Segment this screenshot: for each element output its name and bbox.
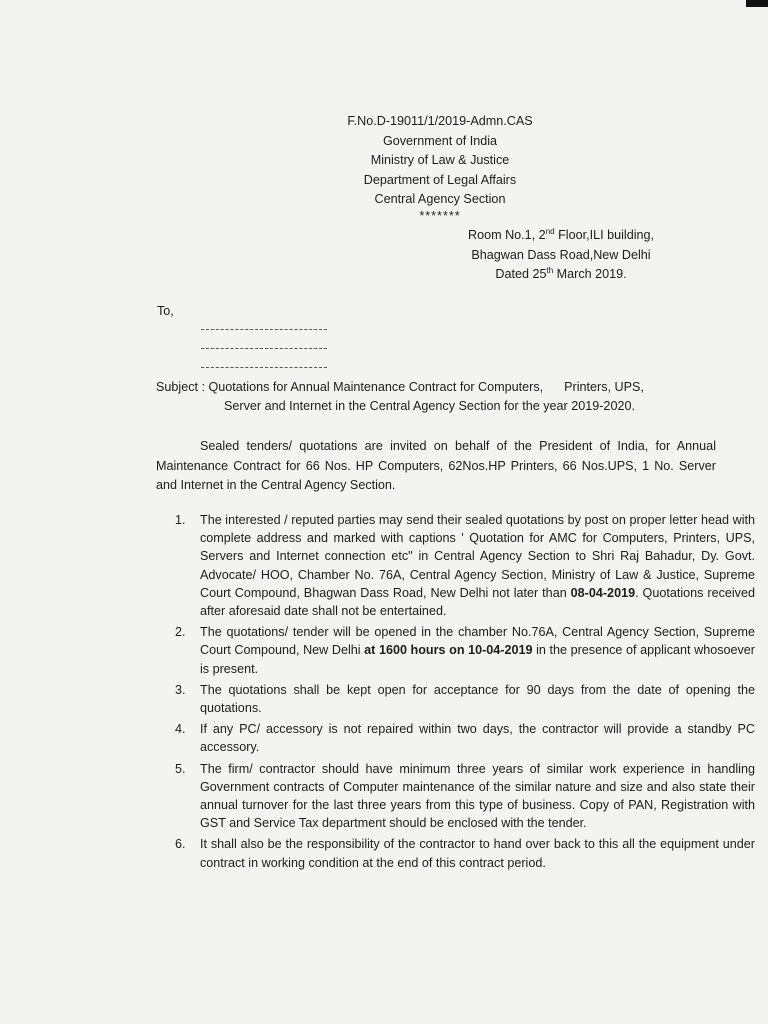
- clause-item: 5. The firm/ contractor should have minimum three years of similar work experience in handling Government contracts of Computer maintenance of the similar nature and size and also state their annual turnover for the last three years from this type of business. Copy of PAN, Registration with GST and Service Tax department should be enclosed with the tender.: [175, 761, 755, 831]
- subject: [156, 378, 716, 416]
- to-label: To,: [157, 304, 174, 318]
- address-room: Room No.1, 2nd Floor,ILI building,: [467, 226, 655, 242]
- sender-address: [416, 226, 706, 285]
- address-road: Bhagwan Dass Road,New Delhi: [471, 247, 651, 262]
- letter-header: [300, 112, 580, 222]
- subject-line-2: Server and Internet in the Central Agency Section for the year 2019-2020.: [224, 399, 635, 413]
- intro-paragraph: Sealed tenders/ quotations are invited on behalf of the President of India, for Annual Maintenance Contract for 66 Nos. HP Computers, 62Nos.HP Printers, 66 Nos.UPS, 1 No. Server and Internet in the Central Agency Section.: [156, 439, 716, 492]
- recipient-blank-line-1: [201, 329, 327, 330]
- clause-item: 2. The quotations/ tender will be opened in the chamber No.76A, Central Agency Section, Supreme Court Compound, New Delhi at 1600 hours on 10-04-2019 in the presence of applicant whosoever is present.: [175, 625, 756, 676]
- letter-date: Dated 25th March 2019.: [495, 265, 627, 281]
- recipient-blank-line-2: [201, 348, 327, 349]
- clause-item: 1. The interested / reputed parties may send their sealed quotations by post on proper letter head with complete address and marked with captions ' Quotation for AMC for Computers, Printers, UPS, Servers and Internet connection etc" in Central Agency Section to Shri Raj Bahadur, Dy. Govt. Advocate/ HOO, Chamber No. 76A, Central Agency Section, Ministry of Law & Justice, Supreme Court Compound, Bhagwan Dass Road, New Delhi not later than 08-04-2019. Quotations received after aforesaid date shall not be entertained.: [175, 513, 755, 619]
- scan-corner-mark: [746, 0, 768, 7]
- recipient-blank-line-3: [201, 367, 327, 368]
- clause-item: 3. The quotations shall be kept open for acceptance for 90 days from the date of opening the quotations.: [175, 682, 755, 716]
- header-line-section: Central Agency Section: [374, 192, 506, 206]
- header-line-ministry: Ministry of Law & Justice: [370, 153, 510, 167]
- header-line-department: Department of Legal Affairs: [363, 172, 517, 187]
- file-number: F.No.D-19011/1/2019-Admn.CAS: [347, 114, 533, 128]
- clause-item: 4. If any PC/ accessory is not repaired within two days, the contractor will provide a standby PC accessory.: [175, 722, 755, 755]
- subject-line-1: Subject : Quotations for Annual Maintenance Contract for Computers, Printers, UPS,: [156, 380, 644, 394]
- header-stars: *******: [419, 208, 461, 223]
- clause-item: 6. It shall also be the responsibility of the contractor to hand over back to this all the equipment under contract in working condition at the end of this contract period.: [175, 837, 755, 870]
- clause-list: [156, 511, 755, 872]
- header-line-government: Government of India: [382, 133, 498, 148]
